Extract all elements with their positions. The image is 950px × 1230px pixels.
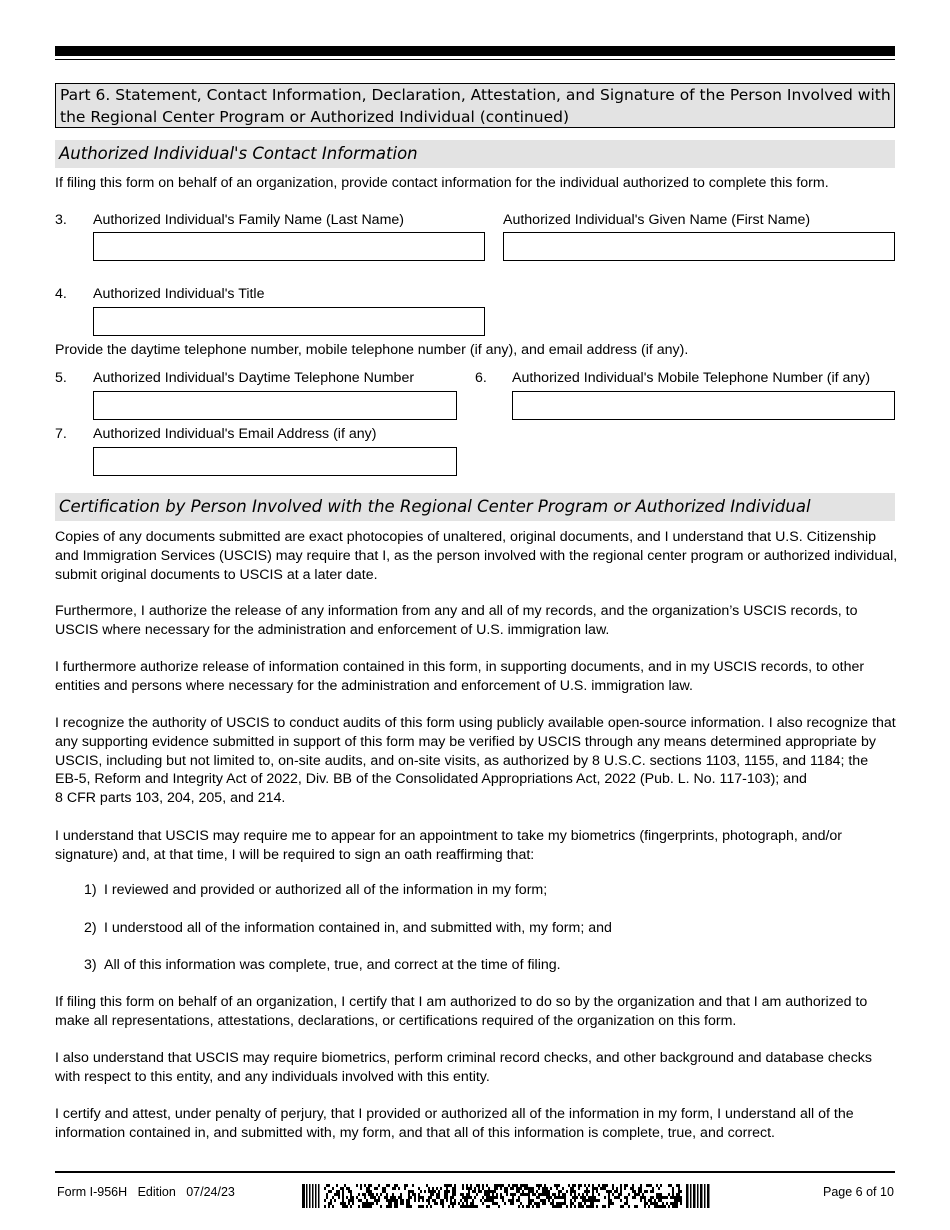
part-continued: (continued)	[479, 108, 570, 126]
contact-section-heading: Authorized Individual's Contact Information	[55, 140, 895, 168]
barcode-image	[302, 1184, 712, 1208]
given-name-input[interactable]	[503, 232, 895, 261]
part-title: Part 6. Statement, Contact Information, Declaration, Attestation, and Signature of the Person Involved with the Regional Center Program or Authorized Individual	[60, 86, 891, 126]
family-name-input[interactable]	[93, 232, 485, 261]
title-label: Authorized Individual's Title	[93, 286, 265, 302]
q6-number: 6.	[475, 370, 487, 386]
cert-paragraph-6: If filing this form on behalf of an organization, I certify that I am authorized to do so by the organization and that I am authorized to make all representations, attestations, declarations, or certifications required of the organization on this form.	[55, 994, 868, 1029]
cert-paragraph-4: I recognize the authority of USCIS to conduct audits of this form using publicly available open-source information. I also recognize that any supporting evidence submitted in support of this form may be verified by USCIS through any means determined appropriate by USCIS, including but not limited to, on-site audits, and on-site visits, as authorized by 8 U.S.C. sections 1103, 1155, and 1184; the	[55, 715, 896, 769]
certification-section-heading: Certification by Person Involved with the Regional Center Program or Authorized Individual	[55, 493, 895, 521]
oath-item-2: I understood all of the information contained in, and submitted with, my form; and	[104, 920, 612, 936]
cert-paragraph-7: I also understand that USCIS may require biometrics, perform criminal record checks, and other background and database checks with respect to this entity, and any individuals involved with this entity.	[55, 1050, 872, 1085]
oath-item-3: All of this information was complete, true, and correct at the time of filing.	[104, 957, 561, 973]
contact-intro: If filing this form on behalf of an organization, provide contact information for the individual authorized to complete this form.	[55, 175, 829, 191]
given-name-label: Authorized Individual's Given Name (First Name)	[503, 212, 811, 228]
daytime-phone-label: Authorized Individual's Daytime Telephone Number	[93, 370, 415, 386]
mobile-phone-label: Authorized Individual's Mobile Telephone Number (if any)	[512, 370, 871, 386]
q4-number: 4.	[55, 286, 67, 302]
page-number: Page 6 of 10	[823, 1185, 894, 1199]
oath-item-1-number: 1)	[84, 882, 97, 898]
cert-paragraph-4c: 8 CFR parts 103, 204, 205, and 214.	[55, 790, 286, 806]
cert-paragraph-4b: EB-5, Reform and Integrity Act of 2022, Div. BB of the Consolidated Appropriations Act, 2022 (Pub. L. No. 117-103); and	[55, 771, 807, 787]
top-rule-thick	[55, 46, 895, 56]
q3-number: 3.	[55, 212, 67, 228]
family-name-label: Authorized Individual's Family Name (Last Name)	[93, 212, 405, 228]
email-input[interactable]	[93, 447, 457, 476]
cert-paragraph-3: I furthermore authorize release of information contained in this form, in supporting documents, and in my USCIS records, to other entities and persons where necessary for the administration and enforcement of U.S. immigration law.	[55, 659, 865, 694]
cert-paragraph-8: I certify and attest, under penalty of perjury, that I provided or authorized all of the information in my form, I understand all of the information contained in, and submitted with, my form, and that all of this information is complete, true, and correct.	[55, 1106, 854, 1141]
cert-paragraph-1: Copies of any documents submitted are exact photocopies of unaltered, original documents, and I understand that U.S. Citizenship and Immigration Services (USCIS) may require that I, as the person involved with the regional center program or authorized individual, submit original documents to USCIS at a later date.	[55, 529, 898, 583]
oath-item-3-number: 3)	[84, 957, 97, 973]
form-edition: Form I-956H Edition 07/24/23	[57, 1185, 235, 1199]
top-rule-thin	[55, 59, 895, 60]
phone-intro: Provide the daytime telephone number, mobile telephone number (if any), and email address (if any).	[55, 342, 689, 358]
mobile-phone-input[interactable]	[512, 391, 895, 420]
q7-number: 7.	[55, 426, 67, 442]
oath-item-2-number: 2)	[84, 920, 97, 936]
q5-number: 5.	[55, 370, 67, 386]
oath-item-1: I reviewed and provided or authorized all of the information in my form;	[104, 882, 548, 898]
daytime-phone-input[interactable]	[93, 391, 457, 420]
cert-paragraph-2: Furthermore, I authorize the release of any information from any and all of my records, and the organization’s USCIS records, to USCIS where necessary for the administration and enforcement of U.S. immigration law.	[55, 603, 858, 638]
title-input[interactable]	[93, 307, 485, 336]
part-header	[55, 83, 895, 128]
cert-paragraph-5: I understand that USCIS may require me to appear for an appointment to take my biometrics (fingerprints, photograph, and/or signature) and, at that time, I will be required to sign an oath reaffirming that:	[55, 828, 843, 863]
footer-rule	[55, 1171, 895, 1173]
email-label: Authorized Individual's Email Address (if any)	[93, 426, 377, 442]
